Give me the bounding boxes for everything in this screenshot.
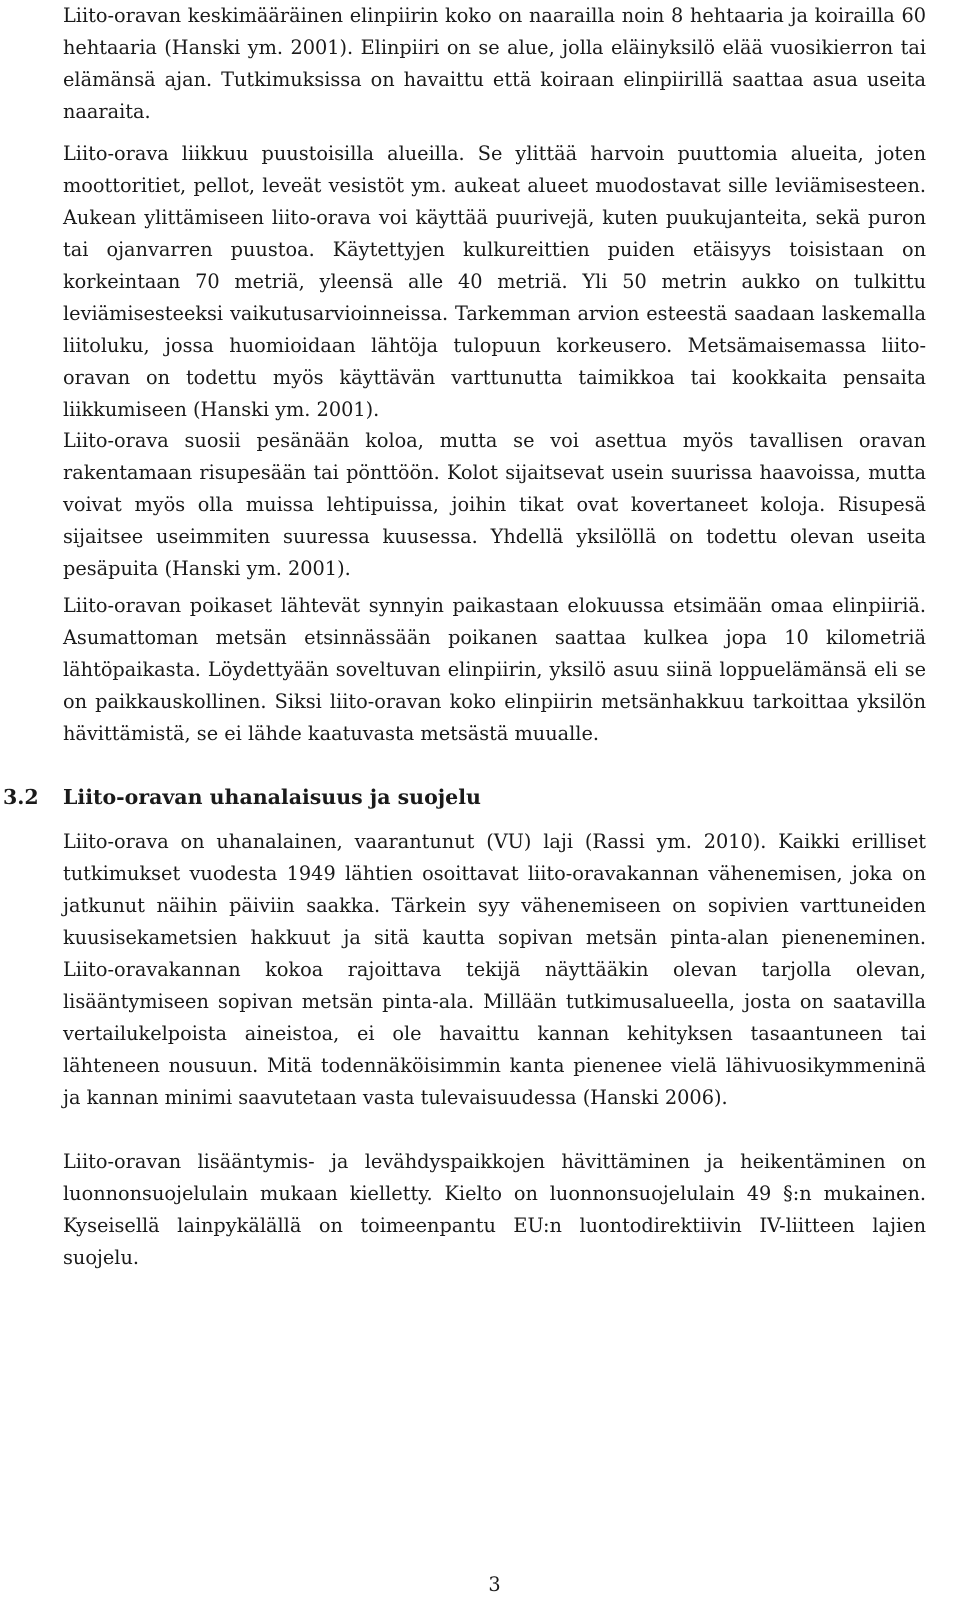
page-number: 3 [488, 1573, 501, 1596]
document-page [3, 0, 926, 1619]
paragraph-movement: Liito-orava liikkuu puustoisilla alueilla. Se ylittää harvoin puuttomia alueita, joten moottoritiet, pellot, leveät vesistöt ym. aukeat alueet muodostavat sille leviämisesteen. Aukean ylittämiseen liito-orava voi käyttää puurivejä, kuten puukujanteita, sekä puron tai ojanvarren puustoa. Käytettyjen kulkureittien puiden etäisyys toisistaan on korkeintaan 70 metriä, yleensä alle 40 metriä. Yli 50 metrin aukko on tulkittu leviämisesteeksi vaikutusarvioinneissa. Tarkemman arvion esteestä saadaan laskemalla liitoluku, jossa huomioidaan lähtöja tulopuun korkeusero. Metsämaisemassa liito-oravan on todettu myös käyttävän varttunutta taimikkoa tai kookkaita pensaita liikkumiseen (Hanski ym. 2001). [63, 142, 926, 421]
section-title: Liito-oravan uhanalaisuus ja suojelu [63, 785, 481, 809]
section-heading [3, 782, 926, 812]
section-number: 3.2 [3, 785, 39, 809]
paragraph-endangered-status: Liito-orava on uhanalainen, vaarantunut (VU) laji (Rassi ym. 2010). Kaikki erilliset tutkimukset vuodesta 1949 lähtien osoittavat liito-oravakannan vähenemisen, joka on jatkunut näihin päiviin saakka. Tärkein syy vähenemiseen on sopivien varttuneiden kuusisekametsien hakkuut ja sitä kautta sopivan metsän pinta-alan pieneneminen. Liito-oravakannan kokoa rajoittava tekijä näyttääkin olevan tarjolla olevan, lisääntymiseen sopivan metsän pinta-ala. Millään tutkimusalueella, josta on saatavilla vertailukelpoista aineistoa, ei ole havaittu kannan kehityksen tasaantuneen tai lähteneen nousuun. Mitä todennäköisimmin kanta pienenee vielä lähivuosikymmeninä ja kannan minimi saavutetaan vasta tulevaisuudessa (Hanski 2006). [63, 830, 926, 1109]
paragraph-home-range: Liito-oravan keskimääräinen elinpiirin koko on naarailla noin 8 hehtaaria ja koirailla 60 hehtaaria (Hanski ym. 2001). Elinpiiri on se alue, jolla eläinyksilö elää vuosikierron tai elämänsä ajan. Tutkimuksissa on havaittu että koiraan elinpiirillä saattaa asua useita naaraita. [63, 4, 926, 123]
paragraph-nesting: Liito-orava suosii pesänään koloa, mutta se voi asettua myös tavallisen oravan rakentamaan risupesään tai pönttöön. Kolot sijaitsevat usein suurissa haavoissa, mutta voivat myös olla muissa lehtipuissa, joihin tikat ovat kovertaneet koloja. Risupesä sijaitsee useimmiten suuressa kuusessa. Yhdellä yksilöllä on todettu olevan useita pesäpuita (Hanski ym. 2001). [63, 429, 926, 580]
paragraph-offspring: Liito-oravan poikaset lähtevät synnyin paikastaan elokuussa etsimään omaa elinpiiriä. Asumattoman metsän etsinnässään poikanen saattaa kulkea jopa 10 kilometriä lähtöpaikasta. Löydettyään soveltuvan elinpiirin, yksilö asuu siinä loppuelämänsä eli se on paikkauskollinen. Siksi liito-oravan koko elinpiirin metsänhakkuu tarkoittaa yksilön hävittämistä, se ei lähde kaatuvasta metsästä muualle. [63, 594, 926, 745]
paragraph-legal-protection: Liito-oravan lisääntymis- ja levähdyspaikkojen hävittäminen ja heikentäminen on luonnonsuojelulain mukaan kielletty. Kielto on luonnonsuojelulain 49 §:n mukainen. Kyseisellä lainpykälällä on toimeenpantu EU:n luontodirektiivin IV-liitteen lajien suojelu. [63, 1150, 926, 1269]
